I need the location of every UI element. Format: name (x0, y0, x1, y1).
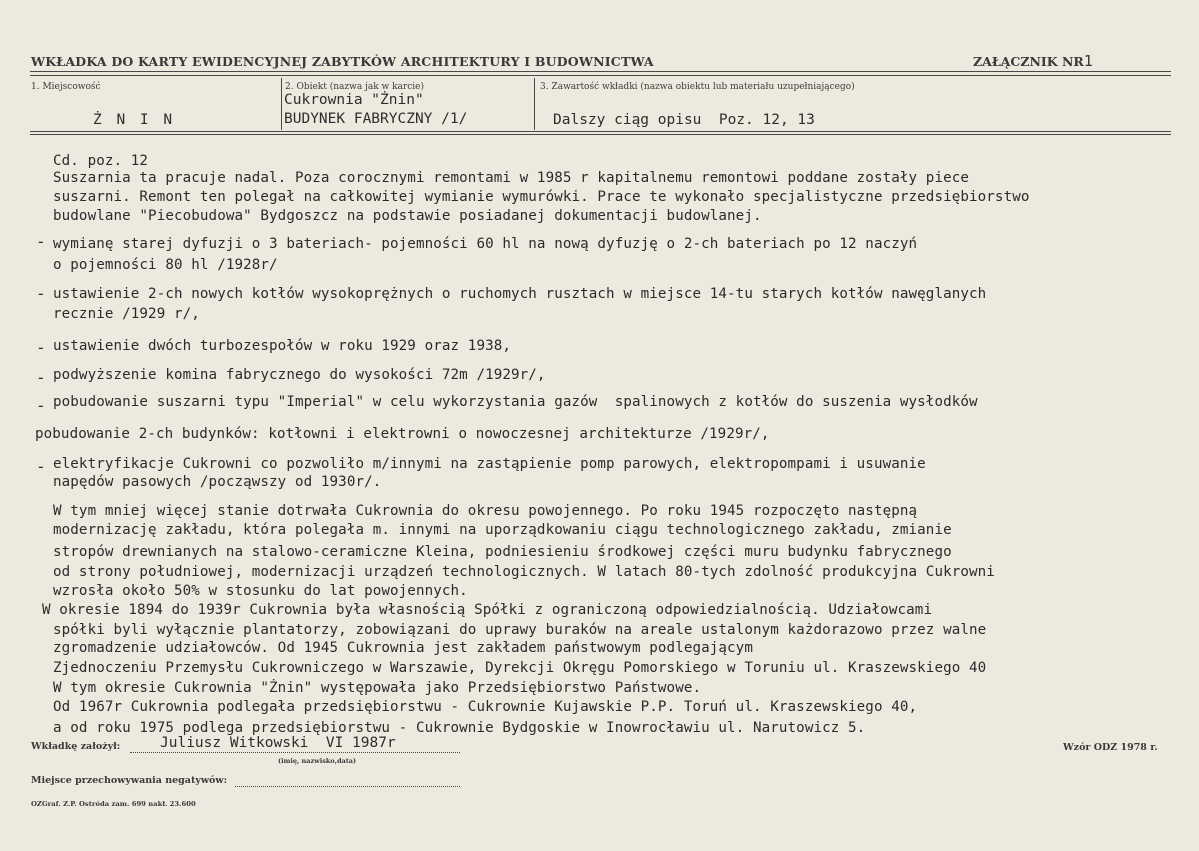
annex-number-value: 1 (1083, 52, 1093, 70)
body-line: podwyższenie komina fabrycznego do wysokości 72m /1929r/, (53, 367, 546, 383)
founder-value: Juliusz Witkowski VI 1987r (160, 735, 396, 751)
founder-caption: (imię, nazwisko,data) (278, 757, 357, 765)
body-line: zgromadzenie udziałowców. Od 1945 Cukrownia jest zakładem państwowym podlegającym (53, 640, 753, 656)
body-line: Suszarnia ta pracuje nadal. Poza corocznymi remontami w 1985 r kapitalnemu remontowi poddane zostały piece (53, 170, 970, 186)
field-1-label: 1. Miejscowość (31, 82, 101, 92)
body-line: stropów drewnianych na stalowo-ceramiczne Kleina, podniesieniu środkowej części muru budynku fabrycznego (53, 544, 952, 560)
body-line: napędów pasowych /począwszy od 1930r/. (53, 474, 382, 490)
header-rule (30, 71, 1171, 72)
negative-location-dotted-line (235, 786, 460, 787)
annex-number (973, 52, 1093, 70)
body-line: ustawienie dwóch turbozespołów w roku 1929 oraz 1938, (53, 338, 512, 354)
body-line: spółki byli wyłącznie plantatorzy, zobowiązani do uprawy buraków na areale ustalonym każdorazowo przez walne (53, 622, 987, 638)
fields-rule-2 (30, 134, 1171, 135)
founder-dotted-line (130, 752, 460, 753)
print-info: OZGraf. Z.P. Ostróda zam. 699 nakł. 23.600 (31, 800, 196, 808)
negative-location-label: Miejsce przechowywania negatywów: (31, 775, 228, 786)
body-line: o pojemności 80 hl /1928r/ (53, 257, 278, 273)
body-line: W tym mniej więcej stanie dotrwała Cukrownia do okresu powojennego. Po roku 1945 rozpoczęto następną (53, 503, 918, 519)
fields-rule (30, 131, 1171, 132)
body-line: Cd. poz. 12 (53, 153, 149, 169)
body-line: elektryfikacje Cukrowni co pozwoliło m/innymi na zastąpienie pomp parowych, elektropompami i usuwanie (53, 456, 926, 472)
body-line: budowlane "Piecobudowa" Bydgoszcz na podstawie posiadanej dokumentacji budowlanej. (53, 208, 762, 224)
body-line: suszarni. Remont ten polegał na całkowitej wymianie wymurówki. Prace te wykonało specjalistyczne przedsiębiorstwo (53, 189, 1030, 205)
body-line: wzrosła około 50% w stosunku do lat powojennych. (53, 583, 468, 599)
bullet-dash: - (36, 338, 46, 357)
body-line: W okresie 1894 do 1939r Cukrownia była własnością Spółki z ograniczoną odpowiedzialnością. Udziałowcami (42, 602, 933, 618)
bullet-dash: - (36, 284, 46, 303)
card-title: WKŁADKA DO KARTY EWIDENCYJNEJ ZABYTKÓW ARCHITEKTURY I BUDOWNICTWA (31, 54, 654, 69)
body-line: ustawienie 2-ch nowych kotłów wysokoprężnych o ruchomych rusztach w miejsce 14-tu starych kotłów nawęglanych (53, 286, 987, 302)
header-rule-2 (30, 75, 1171, 76)
body-line: pobudowanie 2-ch budynków: kotłowni i elektrowni o nowoczesnej architekturze /1929r/, (35, 426, 770, 442)
field-divider-2 (534, 78, 535, 130)
body-line: od strony południowej, modernizacji urządzeń technologicznych. W latach 80-tych zdolność produkcyjna Cukrowni (53, 564, 995, 580)
body-line: W tym okresie Cukrownia "Żnin" występowała jako Przedsiębiorstwo Państwowe. (53, 680, 702, 696)
bullet-dash: - (36, 232, 46, 251)
bullet-dash: - (36, 396, 46, 415)
annex-label: ZAŁĄCZNIK NR (973, 54, 1084, 69)
body-line: pobudowanie suszarni typu "Imperial" w celu wykorzystania gazów spalinowych z kotłów do suszenia wysłodków (53, 394, 978, 410)
body-line: recznie /1929 r/, (53, 306, 200, 322)
field-3-value: Dalszy ciąg opisu Poz. 12, 13 (553, 112, 815, 128)
template-label: Wzór ODZ 1978 r. (1063, 742, 1158, 753)
field-2-value-line2: BUDYNEK FABRYCZNY /1/ (284, 111, 468, 127)
body-line: modernizację zakładu, która polegała m. innymi na uporządkowaniu ciągu technologicznego zakładu, zmianie (53, 522, 952, 538)
field-2-label: 2. Obiekt (nazwa jak w karcie) (285, 82, 424, 92)
bullet-dash: - (36, 368, 46, 387)
field-1-value: Ż N I N (93, 112, 176, 128)
field-2-value-line1: Cukrownia "Żnin" (284, 92, 424, 108)
bullet-dash: - (36, 457, 46, 476)
body-line: a od roku 1975 podlega przedsiębiorstwu - Cukrownie Bydgoskie w Inowrocławiu ul. Narutowicz 5. (53, 720, 866, 736)
field-divider-1 (281, 78, 282, 130)
body-line: Zjednoczeniu Przemysłu Cukrowniczego w Warszawie, Dyrekcji Okręgu Pomorskiego w Toruniu ul. Kraszewskiego 40 (53, 660, 987, 676)
body-line: wymianę starej dyfuzji o 3 bateriach- pojemności 60 hl na nową dyfuzję o 2-ch bateriach po 12 naczyń (53, 236, 918, 252)
body-line: Od 1967r Cukrownia podlegała przedsiębiorstwu - Cukrownie Kujawskie P.P. Toruń ul. Kraszewskiego 40, (53, 699, 918, 715)
field-3-label: 3. Zawartość wkładki (nazwa obiektu lub materiału uzupełniającego) (540, 82, 855, 92)
founder-label: Wkładkę założył: (31, 741, 121, 752)
